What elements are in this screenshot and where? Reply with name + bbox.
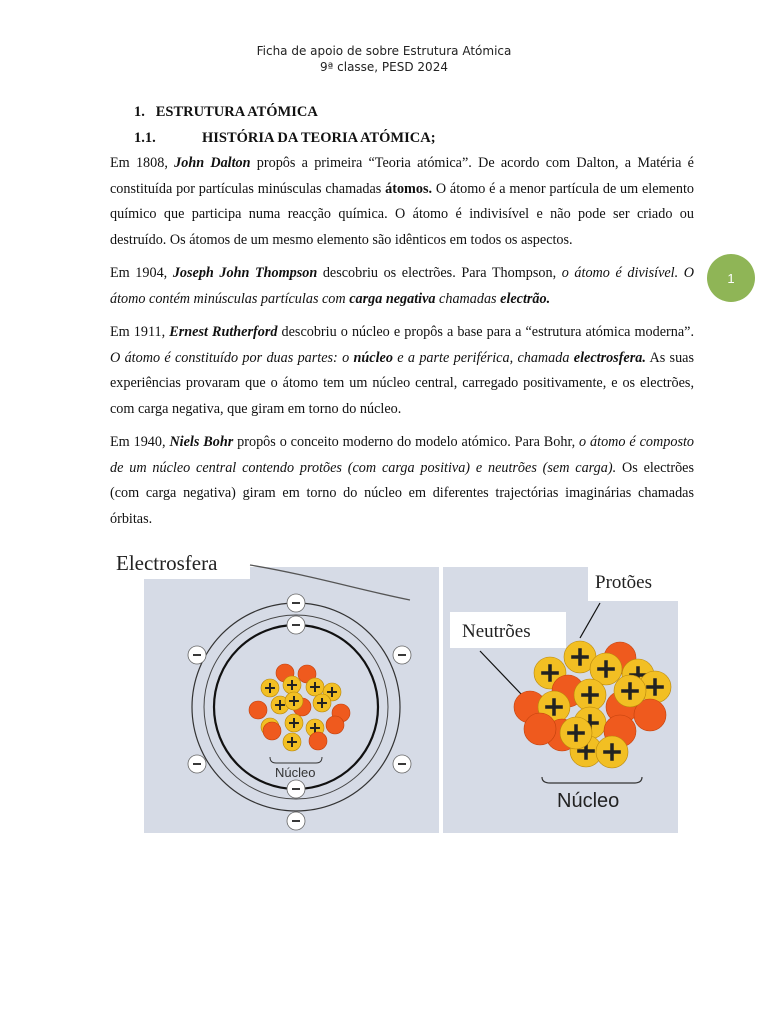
text-run: propôs o conceito moderno do modelo atómico. Para Bohr, [233, 434, 580, 450]
protoes-label: Protões [595, 572, 652, 593]
bold-term: núcleo [353, 349, 393, 366]
paragraph-bohr [110, 430, 694, 532]
text-run: As suas experiências provaram que o átomo tem um núcleo central, carregado positivamente, e os electrões, com carga negativa, que giram em torno do núcleo. [110, 349, 694, 417]
text-run: Em 1904, [110, 265, 173, 281]
paragraph-thompson [110, 261, 694, 312]
neutron [309, 732, 327, 750]
electrosfera-label: Electrosfera [116, 551, 218, 575]
text-run: Em 1911, [110, 324, 170, 340]
subsection-heading [134, 126, 694, 152]
scientist-name: Ernest Rutherford [169, 324, 278, 340]
italic-run: o átomo é composto de um núcleo central contendo protões (com carga positiva) e neutrões (sem carga). [110, 434, 694, 476]
header-title: Ficha de apoio de sobre Estrutura Atómica [256, 44, 512, 58]
text-run: O átomo é a menor partícula de um elemento químico que participa numa reacção química. O átomo é indivisível e não pode ser criado ou destruído. Os átomos de um mesmo elemento são idênticos em todos os aspectos. [110, 180, 694, 248]
document-body [110, 100, 694, 540]
italic-run: O átomo é constituído por duas partes: o [110, 349, 354, 366]
nucleo-label-small: Núcleo [275, 765, 316, 780]
text-run: Os electrões (com carga negativa) giram em torno do núcleo em diferentes trajectórias imaginárias chamadas órbitas. [110, 459, 694, 527]
document-header [0, 43, 768, 75]
section-number: 1. [134, 104, 145, 120]
subsection-title: HISTÓRIA DA TEORIA ATÓMICA; [202, 129, 436, 146]
scientist-name: John Dalton [174, 155, 251, 171]
text-run: Em 1940, [110, 434, 170, 450]
nucleo-label-big: Núcleo [557, 790, 620, 812]
atom-figure [110, 545, 680, 835]
scientist-name: Joseph John Thompson [172, 265, 318, 281]
text-run: propôs a primeira “Teoria atómica”. De acordo com Dalton, a Matéria é constituída por partículas minúsculas chamadas [110, 155, 694, 197]
neutron [524, 713, 556, 745]
bold-term: electrão. [500, 290, 551, 307]
italic-run: chamadas [435, 290, 501, 307]
text-run: Em 1808, [110, 155, 175, 171]
page-number-badge: 1 [707, 254, 755, 302]
italic-run: o átomo é divisível. O átomo contém minúsculas partículas com [110, 265, 695, 307]
neutron [249, 701, 267, 719]
bold-term: átomos. [385, 180, 433, 197]
bold-term: electrosfera. [573, 349, 646, 366]
paragraph-rutherford [110, 320, 694, 422]
header-subtitle: 9ª classe, PESD 2024 [320, 60, 448, 74]
paragraph-dalton [110, 151, 694, 253]
text-run: descobriu o núcleo e propôs a base para a “estrutura atómica moderna”. [277, 324, 694, 340]
subsection-number: 1.1. [134, 129, 156, 146]
italic-run: e a parte periférica, chamada [392, 349, 574, 366]
neutron [263, 722, 281, 740]
neutron [326, 716, 344, 734]
bold-term: carga negativa [349, 290, 436, 307]
scientist-name: Niels Bohr [169, 434, 234, 450]
section-title: ESTRUTURA ATÓMICA [155, 104, 318, 120]
section-heading [134, 100, 694, 126]
text-run: descobriu os electrões. Para Thompson, [317, 265, 562, 281]
neutroes-label: Neutrões [462, 621, 531, 642]
